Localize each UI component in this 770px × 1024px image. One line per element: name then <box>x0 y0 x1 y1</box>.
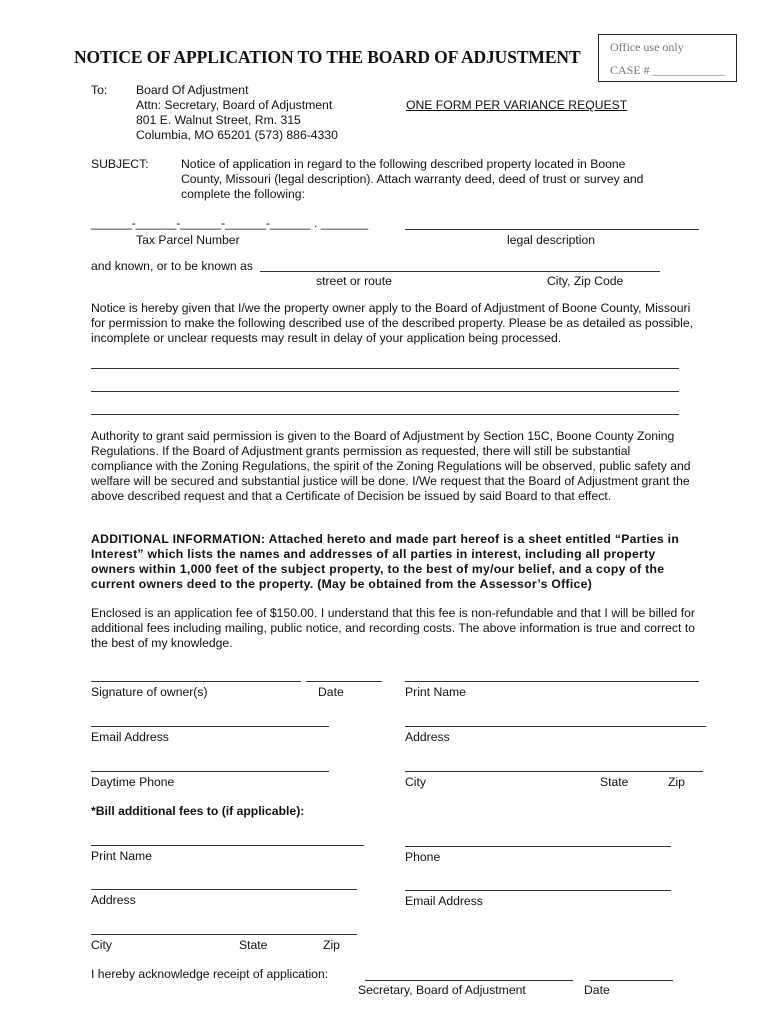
daytime-phone-label: Daytime Phone <box>91 775 175 789</box>
fee-paragraph: Enclosed is an application fee of $150.00. I understand that this fee is non-refundable and that I will be billed for additional fees including mailing, public notice, and recording costs. The above information is true and correct to the best of my knowledge. <box>91 606 695 650</box>
secretary-label: Secretary, Board of Adjustment <box>358 983 526 997</box>
known-as-field[interactable] <box>260 271 660 272</box>
email-label: Email Address <box>91 730 169 744</box>
city-zip-label: City, Zip Code <box>547 274 624 288</box>
signature-field[interactable] <box>91 681 301 682</box>
secretary-date-field[interactable] <box>590 980 673 981</box>
notice-paragraph: Notice is hereby given that I/we the property owner apply to the Board of Adjustment of Boone County, Missouri for permission to make the following described use of the described property. Please be as detailed as possible, incomplete or unclear requests may result in delay of your application being processed. <box>91 301 694 345</box>
known-as-label: and known, or to be known as <box>91 259 253 273</box>
additional-text: Attached hereto and made part hereof is a sheet entitled “Parties in Interest” which lists the names and addresses of all parties in interest, including all property owners within 1,000 feet of the subject property, to the best of my/our belief, and a copy of the current owners deed to the property. (May be obtained from the Assessor’s Office) <box>91 532 680 591</box>
bill-email-field[interactable] <box>405 890 671 891</box>
state-label: State <box>600 775 629 789</box>
bill-address-field[interactable] <box>91 889 357 890</box>
city-label: City <box>405 775 426 789</box>
additional-heading: ADDITIONAL INFORMATION: <box>91 532 266 546</box>
city-state-zip-field[interactable] <box>405 771 703 772</box>
signature-date-field[interactable] <box>306 681 382 682</box>
signature-label: Signature of owner(s) <box>91 685 208 699</box>
tax-parcel-label: Tax Parcel Number <box>136 233 240 247</box>
additional-information <box>91 532 691 592</box>
one-form-notice: ONE FORM PER VARIANCE REQUEST <box>406 98 628 112</box>
bill-print-name-label: Print Name <box>91 849 152 863</box>
bill-phone-field[interactable] <box>405 846 671 847</box>
bill-city-state-zip-field[interactable] <box>91 934 357 935</box>
address-field[interactable] <box>405 726 706 727</box>
authority-paragraph: Authority to grant said permission is given to the Board of Adjustment by Section 15C, Boone County Zoning Regulations. If the Board of Adjustment grants permission as requested, there will still be substantial compliance with the Zoning Regulations, the spirit of the Zoning Regulations will be observed, public safety and welfare will be secured and substantial justice will be done. I/We request that the Board of Adjustment grant the above described request and that a Certificate of Decision be issued by said Board to that effect. <box>91 429 691 503</box>
request-line-1[interactable] <box>91 368 679 369</box>
request-line-3[interactable] <box>91 414 679 415</box>
to-line-3: 801 E. Walnut Street, Rm. 315 <box>136 113 301 127</box>
print-name-label: Print Name <box>405 685 466 699</box>
secretary-date-label: Date <box>584 983 610 997</box>
bill-state-label: State <box>239 938 268 952</box>
street-route-label: street or route <box>316 274 392 288</box>
tax-parcel-field[interactable]: ______-______-______-______-______ . _______ <box>91 216 369 230</box>
bill-email-label: Email Address <box>405 894 483 908</box>
bill-address-label: Address <box>91 893 136 907</box>
signature-date-label: Date <box>318 685 344 699</box>
to-line-1: Board Of Adjustment <box>136 83 249 97</box>
bill-zip-label: Zip <box>323 938 340 952</box>
legal-description-field[interactable] <box>405 229 699 230</box>
office-use-label: Office use only <box>610 40 684 54</box>
legal-description-label: legal description <box>507 233 596 247</box>
bill-city-label: City <box>91 938 112 952</box>
case-number-field[interactable]: CASE # ____________ <box>610 62 725 77</box>
to-line-4: Columbia, MO 65201 (573) 886-4330 <box>136 128 338 142</box>
bill-print-name-field[interactable] <box>91 845 364 846</box>
to-line-2: Attn: Secretary, Board of Adjustment <box>136 98 333 112</box>
bill-phone-label: Phone <box>405 850 441 864</box>
print-name-field[interactable] <box>405 681 699 682</box>
subject-text: Notice of application in regard to the following described property located in Boone County, Missouri (legal description). Attach warranty deed, deed of trust or survey and complete the following: <box>181 157 644 201</box>
email-field[interactable] <box>91 726 329 727</box>
page-title: NOTICE OF APPLICATION TO THE BOARD OF ADJUSTMENT <box>74 47 581 67</box>
receipt-label: I hereby acknowledge receipt of application: <box>91 967 329 981</box>
secretary-signature-field[interactable] <box>365 980 573 981</box>
subject-label: SUBJECT: <box>91 157 149 171</box>
request-line-2[interactable] <box>91 391 679 392</box>
bill-heading: *Bill additional fees to (if applicable): <box>91 804 305 818</box>
office-use-box <box>598 34 737 82</box>
daytime-phone-field[interactable] <box>91 771 329 772</box>
address-label: Address <box>405 730 450 744</box>
to-label: To: <box>91 83 108 97</box>
zip-label: Zip <box>668 775 685 789</box>
